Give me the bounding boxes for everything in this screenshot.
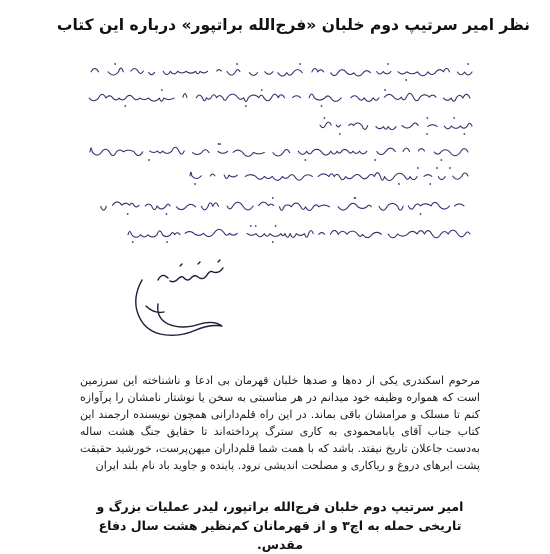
handwriting-dot <box>166 241 168 243</box>
handwriting-dot <box>148 159 150 161</box>
handwriting-dot <box>272 197 274 199</box>
handwritten-line <box>320 122 472 130</box>
handwriting-dot <box>436 167 438 169</box>
handwriting-dot <box>384 89 386 91</box>
handwriting-dot <box>272 241 274 243</box>
handwriting-dot <box>250 225 252 227</box>
author-caption: امیر سرتیپ دوم خلبان فرج‌الله براتپور، لیدر عملیات بزرگ و تاریخی حمله به اچ۳ و از قهرمانان کم‌نظیر هشت سال دفاع مقدس. <box>96 499 464 552</box>
handwriting-dot <box>453 117 455 119</box>
handwriting-dot <box>127 213 129 215</box>
handwriting-dot <box>467 63 469 65</box>
note-transcription: مرحوم اسکندری یکی از ده‌ها و صدها خلبان قهرمان بی ادعا و ناشناخته این سرزمین است که همواره وظیفه خود میدانم در هر مناسبتی به سخن یا نوشتار نامشان را پرآوازه کنم تا مسلک و مرامشان باقی بماند. در این راه قلم‌دارانی همچون نویسنده ارجمند این کتاب جناب آقای بابامحمودی به کاری سترگ پرداخته‌اند تا حقایق جنگ هشت ساله به‌دست جاعلان تاریخ نیفتد. باشد که با همت شما قلم‌داران میهن‌پرست، خورشید حقیقت پشت ابرهای دروغ و ریاکاری و مصلحت اندیشی نرود. پاینده و جاوید باد نام بلند ایران <box>80 374 480 472</box>
handwriting-dot <box>194 183 196 185</box>
handwriting-dot <box>275 225 277 227</box>
handwriting-dot <box>236 63 238 65</box>
handwriting-dot <box>219 143 221 145</box>
handwritten-line <box>128 229 470 237</box>
handwritten-line <box>91 68 472 76</box>
handwritten-line <box>90 147 468 156</box>
handwriting-dot <box>420 213 422 215</box>
handwritten-line <box>190 172 468 180</box>
handwriting-dot <box>387 63 389 65</box>
handwriting-dot <box>426 133 428 135</box>
handwriting-dot <box>218 143 220 145</box>
handwriting-dot <box>321 105 323 107</box>
handwriting-dot <box>440 159 442 161</box>
handwriting-dot <box>304 159 306 161</box>
handwriting-dot <box>339 133 341 135</box>
handwriting-dot <box>374 159 376 161</box>
handwriting-dot <box>245 105 247 107</box>
handwriting-dot <box>429 183 431 185</box>
handwriting-dot <box>324 117 326 119</box>
handwriting-dot <box>463 133 465 135</box>
handwriting-dot <box>161 89 163 91</box>
handwriting-dot <box>132 241 134 243</box>
handwriting-dot <box>405 79 407 81</box>
page-title: نظر امیر سرتیپ دوم خلبان «فرج‌الله براتپور» درباره این کتاب <box>56 16 530 34</box>
handwriting-dot <box>299 63 301 65</box>
handwriting-dot <box>449 167 451 169</box>
handwriting-dot <box>124 105 126 107</box>
handwriting-dot <box>166 213 168 215</box>
handwriting-dot <box>114 63 116 65</box>
handwriting-dot <box>398 183 400 185</box>
handwriting-dot <box>417 167 419 169</box>
handwritten-line <box>101 202 464 211</box>
handwriting-dot <box>261 89 263 91</box>
handwritten-line <box>89 93 470 101</box>
signature-image <box>128 258 248 348</box>
signature-strokes <box>128 258 248 348</box>
handwriting-dot <box>426 117 428 119</box>
handwriting-dot <box>354 197 356 199</box>
handwriting-dot <box>255 225 257 227</box>
